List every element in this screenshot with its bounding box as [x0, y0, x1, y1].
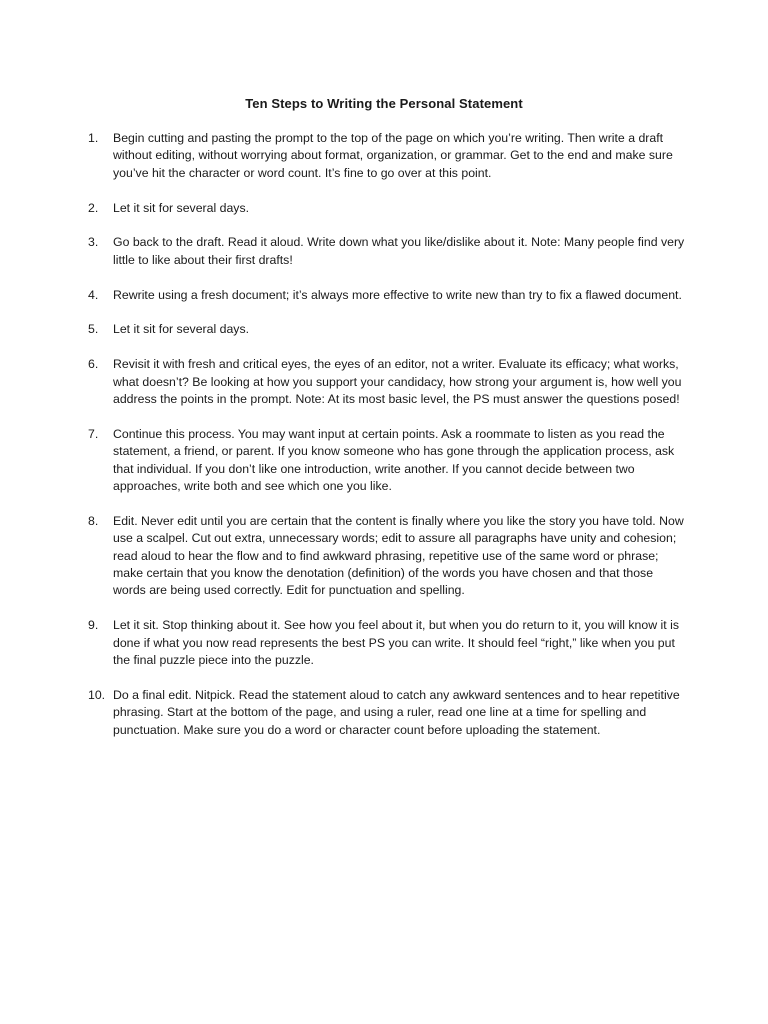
list-item	[88, 617, 688, 669]
list-item	[88, 687, 688, 739]
step-text: Begin cutting and pasting the prompt to the top of the page on which you’re writing. Then write a draft without editing, without worrying about format, organization, or grammar. Get to the end and make sure you’ve hit the character or word count. It’s fine to go over at this point.	[113, 131, 673, 180]
step-number: 8.	[88, 513, 99, 528]
step-text: Rewrite using a fresh document; it’s always more effective to write new than try to fix a flawed document.	[113, 287, 682, 302]
step-number: 9.	[88, 618, 99, 633]
step-number: 3.	[88, 235, 99, 250]
list-item	[88, 200, 688, 217]
step-number: 7.	[88, 426, 99, 441]
step-number: 10.	[88, 687, 106, 702]
document-title: Ten Steps to Writing the Personal Statement	[245, 96, 523, 111]
list-item	[88, 234, 688, 269]
step-text: Revisit it with fresh and critical eyes, the eyes of an editor, not a writer. Evaluate its efficacy; what works, what doesn’t? Be looking at how you support your candidacy, how strong your argument is, how well you address the points in the prompt. Note: At its most basic level, the PS must answer the questions posed!	[113, 357, 682, 407]
list-item	[88, 356, 688, 408]
step-number: 5.	[88, 322, 99, 337]
step-text: Let it sit for several days.	[113, 200, 250, 215]
step-number: 4.	[88, 287, 99, 302]
step-text: Go back to the draft. Read it aloud. Write down what you like/dislike about it. Note: Many people find very little to like about their first drafts!	[113, 235, 685, 267]
list-item	[88, 513, 688, 600]
step-number: 1.	[88, 131, 99, 145]
steps-list	[88, 130, 688, 756]
step-text: Let it sit for several days.	[113, 322, 250, 337]
step-text: Do a final edit. Nitpick. Read the statement aloud to catch any awkward sentences and to hear repetitive phrasing. Start at the bottom of the page, and using a ruler, read one line at a time for spelling and punctuation. Make sure you do a word or character count before uploading the statement.	[113, 687, 680, 737]
step-number: 2.	[88, 200, 99, 215]
step-number: 6.	[88, 357, 99, 372]
step-text: Edit. Never edit until you are certain that the content is finally where you like the story you have told. Now use a scalpel. Cut out extra, unnecessary words; edit to assure all paragraphs have unity and cohesion; read aloud to hear the flow and to find awkward phrasing, repetitive use of the same word or phrase; make certain that you know the denotation (definition) of the words you have chosen and that those words are being used correctly. Edit for punctuation and spelling.	[113, 513, 684, 598]
list-item	[88, 426, 688, 496]
step-text: Continue this process. You may want input at certain points. Ask a roommate to listen as you read the statement, a friend, or parent. If you know someone who has gone through the application process, ask that individual. If you don’t like one introduction, write another. If you cannot decide between two approaches, write both and see which one you like.	[113, 426, 675, 494]
list-item	[88, 321, 688, 338]
step-text: Let it sit. Stop thinking about it. See how you feel about it, but when you do return to it, you will know it is done if what you now read represents the best PS you can write. It should feel “right,” like when you put the final puzzle piece into the puzzle.	[113, 618, 679, 668]
list-item	[88, 130, 688, 182]
list-item	[88, 287, 688, 304]
